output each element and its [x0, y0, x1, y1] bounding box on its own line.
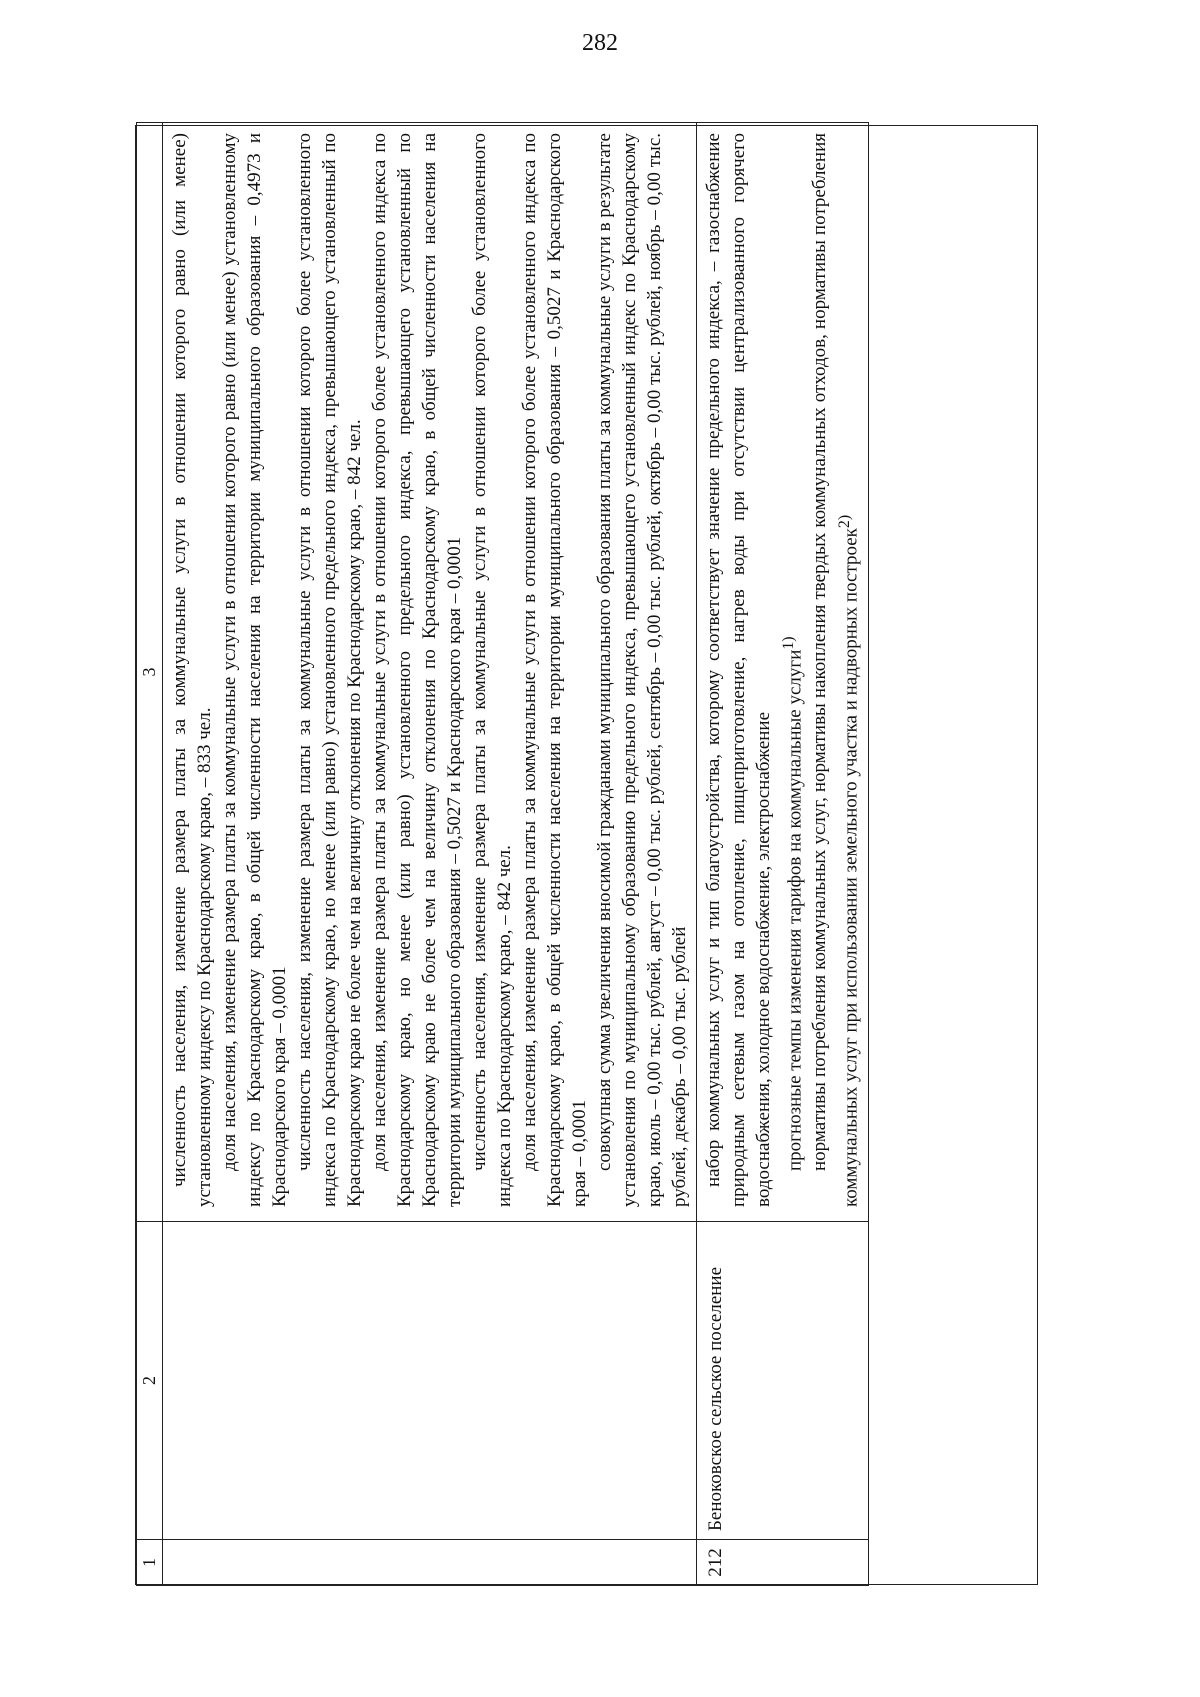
paragraph-population-within-deviation: численность населения, изменение размера платы за коммунальные услуги в отношении которого более установленного индекса по Краснодарскому краю, но менее (или равно) установленного предельного индекса, превышающего установленный по Краснодарскому краю не более чем на величину отклонения по Краснодарскому краю, – 842 чел. — [294, 133, 365, 1207]
paragraph-population-at-index: численность населения, изменение размера платы за коммунальные услуги в отношении которого равно (или менее) установленному индексу по Краснодарскому краю, – 833 чел. — [169, 133, 215, 1207]
page-number: 282 — [582, 30, 618, 56]
continuation-row — [163, 123, 697, 1586]
paragraph-total-payment-increase: совокупная сумма увеличения вносимой гражданами муниципального образования платы за коммунальные услуги в результате установления по муниципальному образованию предельного индекса, превышающего установленный индекс по Краснодарскому краю, июль – 0,00 тыс. рублей, август – 0,00 тыс. рублей, сентябрь – 0,00 тыс. рублей, октябрь – 0,00 тыс. рублей, ноябрь – 0,00 тыс. рублей, декабрь – 0,00 тыс. рублей — [594, 133, 690, 1207]
header-col-2: 2 — [137, 1222, 163, 1540]
consumption-norms-text: нормативы потребления коммунальных услуг, нормативы накопления твердых коммунальных отходов, нормативы потребления коммунальных услуг при использовании земельного участка и надворных построек — [809, 133, 862, 1207]
table-row-212 — [697, 123, 869, 1586]
header-col-1: 1 — [137, 1540, 163, 1586]
paragraph-share-above-index: доля населения, изменение размера платы за коммунальные услуги в отношении которого более установленного индекса по Краснодарскому краю, в общей численности населения на территории муниципального образования – 0,5027 и Краснодарского края – 0,0001 — [519, 133, 590, 1207]
paragraph-tariff-forecast — [776, 133, 807, 1207]
rotated-table-content — [136, 126, 1039, 1586]
settlement-name-cell: Беноковское сельское поселение — [697, 1222, 869, 1540]
paragraph-share-within-deviation: доля населения, изменение размера платы за коммунальные услуги в отношении которого более установленного индекса по Краснодарскому краю, но менее (или равно) установленного предельного индекса, превышающего установленный по Краснодарскому краю не более чем на величину отклонения по Краснодарскому краю, в общей численности населения на территории муниципального образования – 0,5027 и Краснодарского края – 0,0001 — [369, 133, 465, 1207]
tariff-forecast-text: прогнозные темпы изменения тарифов на коммунальные услуги — [784, 649, 806, 1171]
footnote-marker-1: 1) — [780, 636, 797, 650]
tariff-table — [135, 125, 1038, 1585]
paragraph-service-set: набор коммунальных услуг и тип благоустройства, которому соответствует значение предельного индекса, – газоснабжение природным сетевым газом на отопление, пищеприготовление, нагрев воды при отсутствии централизованного горячего водоснабжения, холодное водоснабжение, электроснабжение — [703, 133, 774, 1207]
row-number-cell: 212 — [697, 1540, 869, 1586]
paragraph-consumption-norms — [807, 133, 863, 1207]
footnote-marker-2: 2) — [836, 514, 854, 529]
paragraph-population-above-index: численность населения, изменение размера платы за коммунальные услуги в отношении которого более установленного индекса по Краснодарскому краю, – 842 чел. — [469, 133, 515, 1207]
row-212-text-cell — [697, 123, 869, 1222]
table-header-row — [137, 123, 163, 1586]
continuation-name-cell — [163, 1222, 697, 1540]
continuation-number-cell — [163, 1540, 697, 1586]
continuation-text-cell — [163, 123, 697, 1222]
header-col-3: 3 — [137, 123, 163, 1222]
paragraph-share-at-index: доля населения, изменение размера платы за коммунальные услуги в отношении которого равно (или менее) установленному индексу по Краснодарскому краю, в общей численности населения на территории муниципального образования – 0,4973 и Краснодарского края – 0,0001 — [219, 133, 290, 1207]
